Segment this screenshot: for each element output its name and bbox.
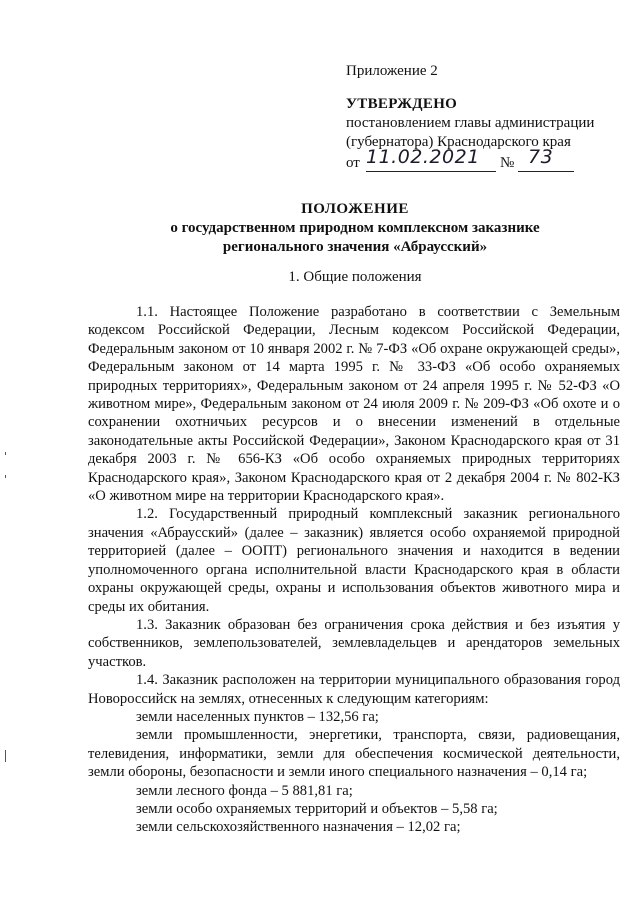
scan-margin-mark	[5, 750, 6, 762]
number-prefix: №	[500, 155, 515, 171]
appendix-label: Приложение 2	[346, 63, 438, 79]
number-underline	[518, 171, 574, 172]
paragraph-1-1: 1.1. Настоящее Положение разработано в соответствии с Земельным кодексом Российской Федерации, Лесным кодексом Российской Федерации, Федеральным законом от 10 января 2002 г. № 7-ФЗ «Об охране окружающей среды», Федеральным законом от 14 марта 1995 г. № 33-ФЗ «Об особо охраняемых природных территориях», Федеральным законом от 24 апреля 1995 г. № 52-ФЗ «О животном мире», Федеральным законом от 24 июля 2009 г. № 209-ФЗ «Об охоте и о сохранении охотничьих ресурсов и о внесении изменений в отдельные законодательные акты Российской Федерации», Законом Краснодарского края от 31 декабря 2003 г. № 656-КЗ «Об особо охраняемых природных территориях Краснодарского края», Законом Краснодарского края от 2 декабря 2004 г. № 802-КЗ «О животном мире на территории Краснодарского края».	[88, 304, 620, 505]
date-underline	[366, 171, 496, 172]
scan-margin-mark	[5, 475, 6, 478]
approval-line-2: (губернатора) Краснодарского края	[346, 134, 571, 150]
document-title-block	[90, 200, 620, 257]
approval-line-1: постановлением главы администрации	[346, 115, 595, 131]
approved-stamp-text: УТВЕРЖДЕНО	[346, 96, 458, 112]
section-heading: 1. Общие положения	[288, 269, 422, 285]
body-text	[88, 303, 620, 837]
handwritten-number: 73	[528, 146, 554, 168]
land-category-item: земли населенных пунктов – 132,56 га;	[136, 708, 379, 725]
paragraph-1-4: 1.4. Заказник расположен на территории муниципального образования город Новороссийск на землях, отнесенных к следующим категориям:	[88, 672, 620, 707]
document-title: ПОЛОЖЕНИЕ	[301, 201, 409, 217]
date-prefix: от	[346, 155, 360, 171]
handwritten-date: 11.02.2021	[366, 146, 480, 168]
approval-block	[346, 62, 616, 174]
document-subtitle-line-1: о государственном природном комплексном заказнике	[170, 220, 540, 236]
land-category-item: земли промышленности, энергетики, транспорта, связи, радиовещания, телевидения, информатики, земли для обеспечения космической деятельности, земли обороны, безопасности и земли иного специального назначения – 0,14 га;	[88, 727, 620, 781]
paragraph-1-2: 1.2. Государственный природный комплексный заказник регионального значения «Абраусский» (далее – заказник) является особо охраняемой природной территорией (далее – ООПТ) регионального значения и находится в ведении уполномоченного органа исполнительной власти Краснодарского края в области охраны окружающей среды, охраны и использования объектов животного мира и среды их обитания.	[88, 506, 620, 615]
paragraph-1-3: 1.3. Заказник образован без ограничения срока действия и без изъятия у собственников, землепользователей, землевладельцев и арендаторов земельных участков.	[88, 616, 620, 670]
land-category-item: земли особо охраняемых территорий и объектов – 5,58 га;	[136, 800, 498, 817]
document-subtitle-line-2: регионального значения «Абраусский»	[222, 239, 488, 255]
land-category-item: земли сельскохозяйственного назначения – 12,02 га;	[136, 819, 461, 836]
land-category-item: земли лесного фонда – 5 881,81 га;	[136, 782, 353, 799]
scan-margin-mark	[5, 452, 6, 455]
date-number-line	[346, 146, 616, 174]
